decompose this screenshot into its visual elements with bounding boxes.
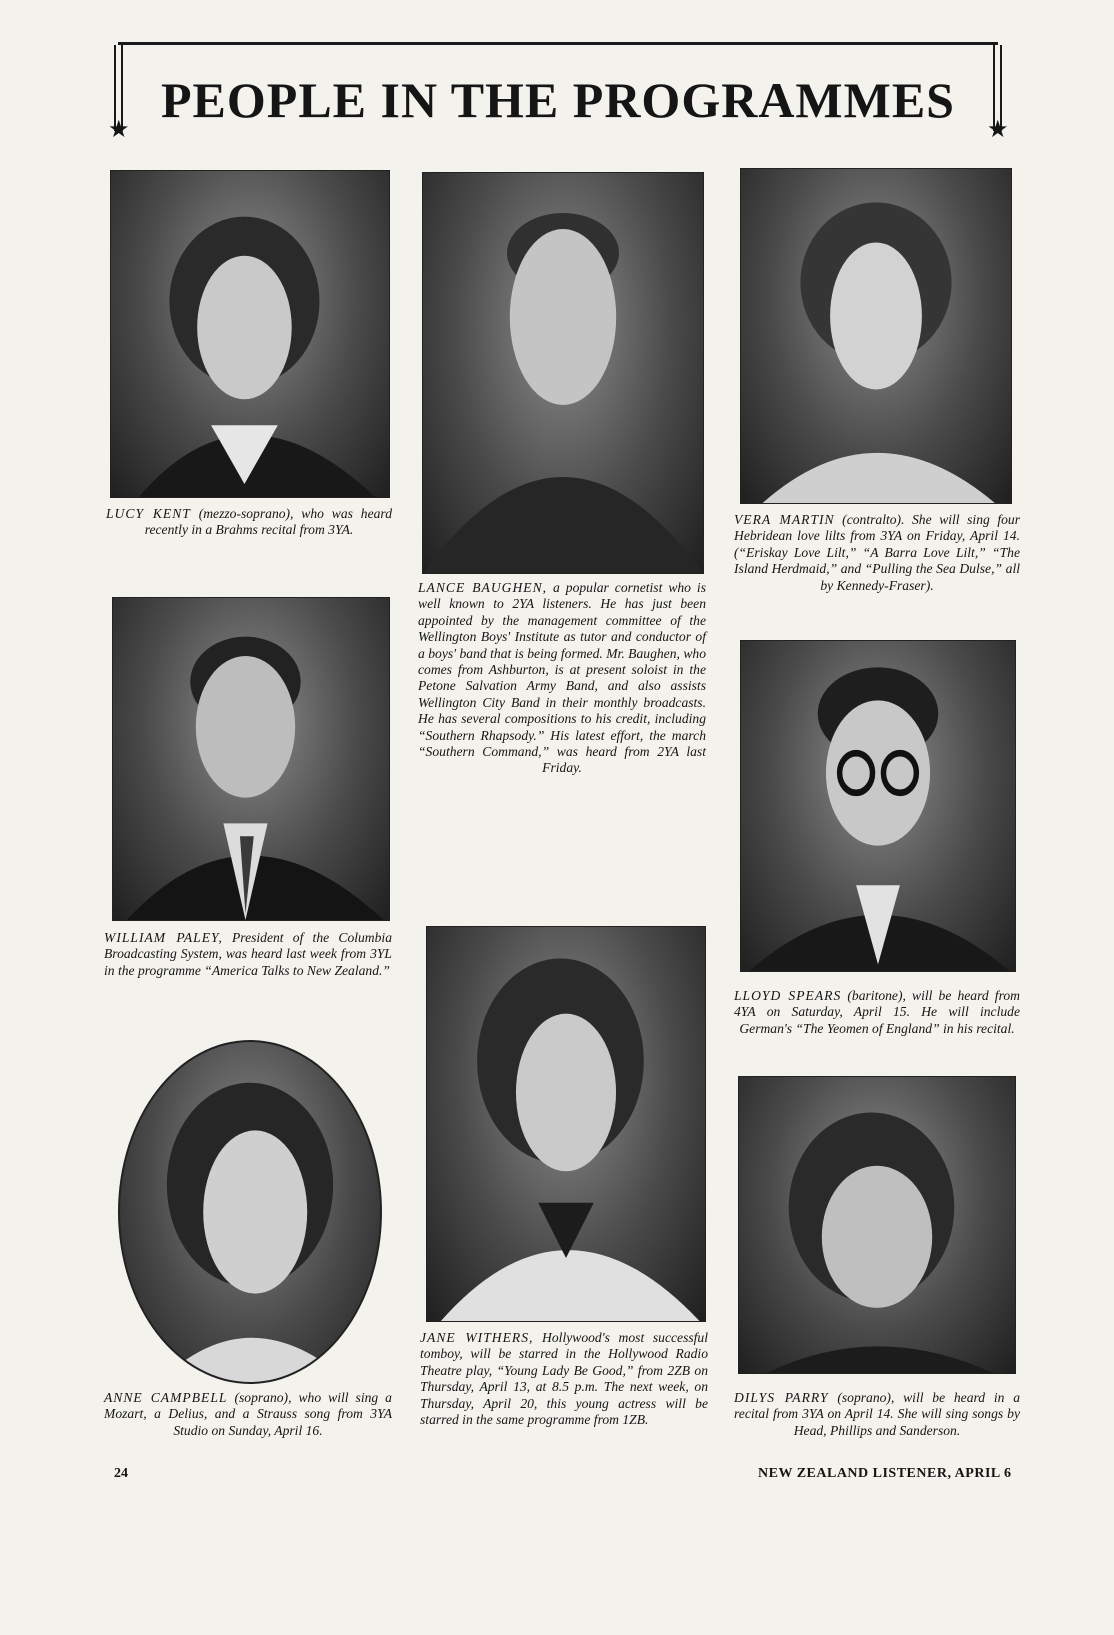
caption-name: LLOYD SPEARS — [734, 988, 842, 1003]
caption-jane-withers — [420, 1330, 708, 1428]
caption-anne-campbell — [104, 1390, 392, 1439]
publication-footer: NEW ZEALAND LISTENER, APRIL 6 — [758, 1466, 1012, 1481]
caption-lloyd-spears — [734, 988, 1020, 1037]
portrait-silhouette — [120, 1042, 380, 1382]
caption-name: LANCE BAUGHEN, — [418, 580, 548, 595]
caption-text: Hollywood's most successful tomboy, will be starred in the Hollywood Radio Theatre play, “Young Lady Be Good,” from 2ZB on Thursday, April 13, at 8.5 p.m. The next week, on Thursday, April 20, this young actress will be starred in the same programme from 1ZB. — [420, 1330, 708, 1428]
caption-text: (soprano), will be heard in a recital from 3YA on April 14. She will sing songs by Head, Phillips and Sanderson. — [734, 1390, 1020, 1438]
portrait-silhouette — [739, 1077, 1015, 1373]
caption-name: JANE WITHERS, — [420, 1330, 534, 1345]
portrait-vera-martin — [740, 168, 1012, 504]
portrait-silhouette — [741, 641, 1015, 971]
caption-text: (contralto). She will sing four Hebridean love lilts from 3YA on Friday, April 14. (“Eriskay Love Lilt,” “A Barra Love Lilt,” “The Island Herdmaid,” and “Pulling the Sea Dulse,” all by Kennedy-Fraser). — [734, 512, 1021, 593]
masthead-banner — [118, 42, 998, 127]
caption-name: ANNE CAMPBELL — [104, 1390, 228, 1405]
portrait-silhouette — [113, 598, 389, 920]
caption-text: President of the Columbia Broadcasting System, was heard last week from 3YL in the programme “America Talks to New Zealand.” — [104, 930, 392, 978]
caption-dilys-parry — [734, 1390, 1020, 1439]
caption-name: VERA MARTIN — [734, 512, 835, 527]
portrait-silhouette — [423, 173, 703, 573]
star-ornament-right: ★ — [987, 117, 1009, 143]
caption-william-paley — [104, 930, 392, 979]
page-title: PEOPLE IN THE PROGRAMMES — [161, 72, 955, 128]
portrait-lloyd-spears — [740, 640, 1016, 972]
caption-name: LUCY KENT — [106, 506, 191, 521]
portrait-dilys-parry — [738, 1076, 1016, 1374]
portrait-lucy-kent — [110, 170, 390, 498]
caption-vera-martin — [734, 512, 1020, 594]
portrait-silhouette — [427, 927, 705, 1321]
caption-text: a popular cornetist who is well known to 2YA listeners. He has just been appointed by the management committee of the Wellington Boys' Institute as tutor and conductor of a boys' band that is being formed. Mr. Baughen, who comes from Ashburton, is at present soloist in the Petone Salvation Army Band, and also assists Wellington City Band in their monthly broadcasts. He has several compositions to his credit, including “Southern Rhapsody.” His latest effort, the march “Southern Command,” was heard from 2YA last Friday. — [418, 580, 706, 776]
caption-name: WILLIAM PALEY, — [104, 930, 223, 945]
caption-lucy-kent — [106, 506, 392, 539]
portrait-silhouette — [741, 169, 1011, 503]
caption-text: (mezzo-soprano), who was heard recently in a Brahms recital from 3YA. — [144, 506, 392, 538]
portrait-lance-baughen — [422, 172, 704, 574]
page-number: 24 — [114, 1466, 128, 1481]
star-ornament-left: ★ — [108, 117, 130, 143]
caption-text: (baritone), will be heard from 4YA on Saturday, April 15. He will include German's “The Yeomen of England” in his recital. — [734, 988, 1020, 1036]
caption-text: (soprano), who will sing a Mozart, a Delius, and a Strauss song from 3YA Studio on Sunday, April 16. — [104, 1390, 392, 1438]
portrait-william-paley — [112, 597, 390, 921]
portrait-jane-withers — [426, 926, 706, 1322]
portrait-silhouette — [111, 171, 389, 497]
caption-lance-baughen — [418, 580, 706, 777]
caption-name: DILYS PARRY — [734, 1390, 829, 1405]
portrait-anne-campbell — [118, 1040, 382, 1384]
